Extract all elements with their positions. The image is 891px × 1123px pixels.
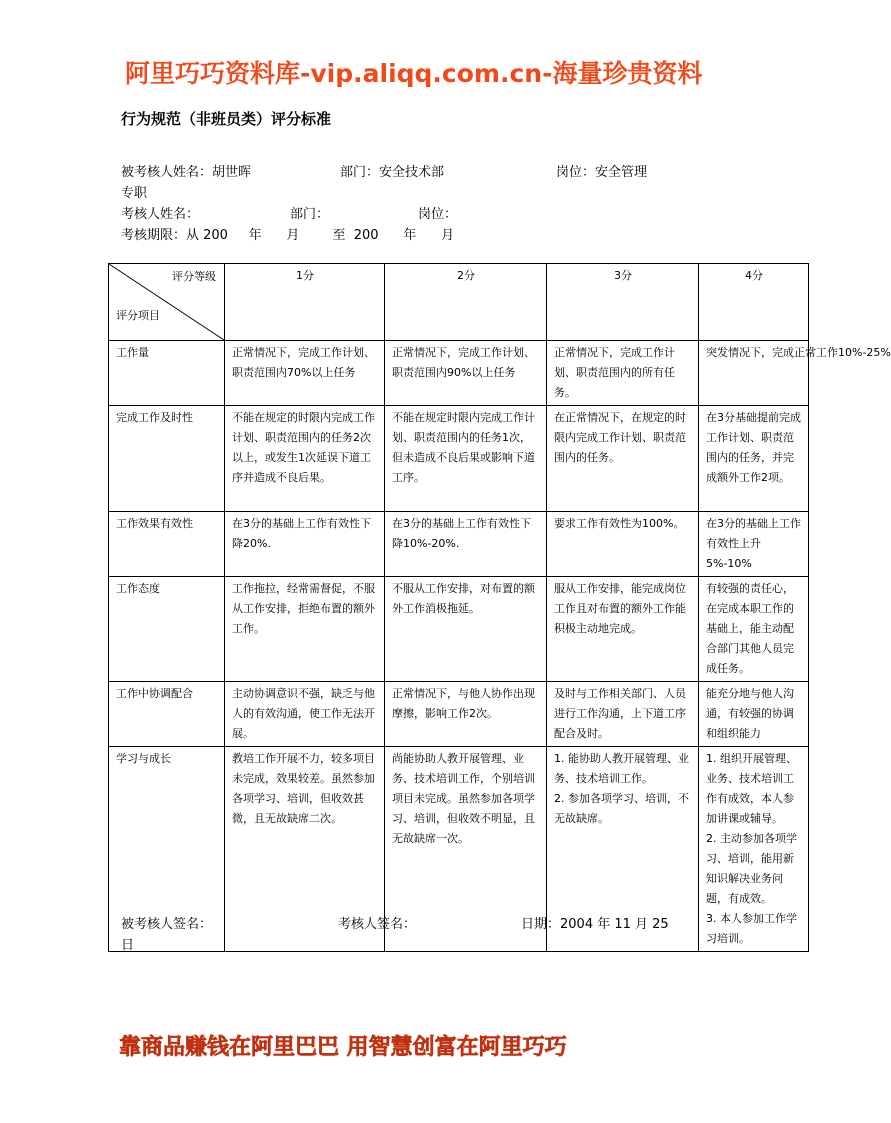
bottom-banner: 靠商品赚钱在阿里巴巴 用智慧创富在阿里巧巧 bbox=[119, 1035, 567, 1060]
corner-item-label: 评分项目 bbox=[116, 309, 160, 322]
table-cell: 突发情况下，完成正常工作10%-25% bbox=[699, 341, 809, 406]
table-cell: 尚能协助人教开展管理、业务、技术培训工作，个别培训项目未完成。虽然参加各项学习、培训，但收效不明显，且无故缺席一次。 bbox=[385, 747, 547, 952]
examinee-position-continued: 专职 bbox=[121, 186, 148, 201]
column-header-score-3: 3分 bbox=[547, 264, 699, 341]
table-cell: 教培工作开展不力，较多项目未完成，效果较差。虽然参加各项学习、培训，但收效甚微，且无故缺席二次。 bbox=[225, 747, 385, 952]
document-title: 行为规范（非班员类）评分标准 bbox=[121, 110, 332, 128]
table-cell: 不能在规定时限内完成工作计划、职责范围内的任务1次，但未造成不良后果或影响下道工序。 bbox=[385, 406, 547, 512]
table-cell: 要求工作有效性为100%。 bbox=[547, 512, 699, 577]
column-header-score-2: 2分 bbox=[385, 264, 547, 341]
scoring-table bbox=[108, 263, 891, 952]
examiner-position: 岗位： bbox=[418, 207, 458, 222]
table-cell: 在3分的基础上工作有效性下降10%-20%. bbox=[385, 512, 547, 577]
table-cell: 主动协调意识不强，缺乏与他人的有效沟通，使工作无法开展。 bbox=[225, 682, 385, 747]
table-row bbox=[109, 341, 809, 406]
table-cell: 正常情况下，完成工作计划、职责范围内90%以上任务 bbox=[385, 341, 547, 406]
table-cell: 服从工作安排，能完成岗位工作且对布置的额外工作能积极主动地完成。 bbox=[547, 577, 699, 682]
examinee-position: 岗位：安全管理 bbox=[556, 165, 648, 180]
row-item-label: 工作态度 bbox=[109, 577, 225, 682]
table-cell: 在3分基础提前完成工作计划、职责范围内的任务，并完成额外工作2项。 bbox=[699, 406, 809, 512]
table-cell: 工作拖拉，经常需督促，不服从工作安排，拒绝布置的额外工作。 bbox=[225, 577, 385, 682]
table-cell: 在正常情况下，在规定的时限内完成工作计划、职责范围内的任务。 bbox=[547, 406, 699, 512]
column-header-score-1: 1分 bbox=[225, 264, 385, 341]
examinee-signature-label: 被考核人签名： bbox=[121, 917, 213, 932]
table-cell: 1. 组织开展管理、业务、技术培训工作有成效，本人参加讲课或辅导。 2. 主动参加各项学习、培训，能用新知识解决业务问题，有成效。 3. 本人参加工作学习培训。 bbox=[699, 747, 809, 952]
table-cell: 1. 能协助人教开展管理、业务、技术培训工作。 2. 参加各项学习、培训，不无故缺席。 bbox=[547, 747, 699, 952]
top-banner: 阿里巧巧资料库-vip.aliqq.com.cn-海量珍贵资料 bbox=[125, 59, 703, 88]
table-cell: 不能在规定的时限内完成工作计划、职责范围内的任务2次以上，或发生1次延误下道工序并造成不良后果。 bbox=[225, 406, 385, 512]
row-item-label: 学习与成长 bbox=[109, 747, 225, 952]
row-item-label: 工作中协调配合 bbox=[109, 682, 225, 747]
table-cell: 正常情况下，与他人协作出现摩擦，影响工作2次。 bbox=[385, 682, 547, 747]
table-row bbox=[109, 512, 809, 577]
table-cell: 正常情况下，完成工作计划、职责范围内70%以上任务 bbox=[225, 341, 385, 406]
table-cell: 能充分地与他人沟通，有较强的协调和组织能力 bbox=[699, 682, 809, 747]
examinee-name: 被考核人姓名：胡世晖 bbox=[121, 165, 252, 180]
table-cell: 正常情况下，完成工作计划、职责范围内的所有任务。 bbox=[547, 341, 699, 406]
table-cell: 不服从工作安排，对布置的额外工作消极拖延。 bbox=[385, 577, 547, 682]
examiner-signature-label: 考核人签名： bbox=[338, 917, 417, 932]
examiner-department: 部门： bbox=[290, 207, 330, 222]
column-header-score-4: 4分 bbox=[699, 264, 809, 341]
table-row bbox=[109, 747, 809, 952]
table-header-row bbox=[109, 264, 809, 341]
date-label: 日期：2004 年 11 月 25 bbox=[521, 917, 669, 932]
assessment-period: 考核期限：从 200 年 月 至 200 年 月 bbox=[121, 228, 455, 243]
table-cell: 有较强的责任心，在完成本职工作的基础上，能主动配合部门其他人员完成任务。 bbox=[699, 577, 809, 682]
table-cell: 在3分的基础上工作有效性上升5%-10% bbox=[699, 512, 809, 577]
row-item-label: 完成工作及时性 bbox=[109, 406, 225, 512]
row-item-label: 工作效果有效性 bbox=[109, 512, 225, 577]
row-item-label: 工作量 bbox=[109, 341, 225, 406]
table-cell: 在3分的基础上工作有效性下降20%. bbox=[225, 512, 385, 577]
table-row bbox=[109, 406, 809, 512]
corner-header-cell bbox=[109, 264, 225, 341]
table-row bbox=[109, 682, 809, 747]
examinee-department: 部门：安全技术部 bbox=[340, 165, 445, 180]
table-cell: 及时与工作相关部门、人员进行工作沟通，上下道工序配合及时。 bbox=[547, 682, 699, 747]
date-label-continued: 日 bbox=[121, 938, 135, 953]
examiner-name: 考核人姓名： bbox=[121, 207, 200, 222]
corner-score-level-label: 评分等级 bbox=[172, 270, 216, 283]
table-row bbox=[109, 577, 809, 682]
